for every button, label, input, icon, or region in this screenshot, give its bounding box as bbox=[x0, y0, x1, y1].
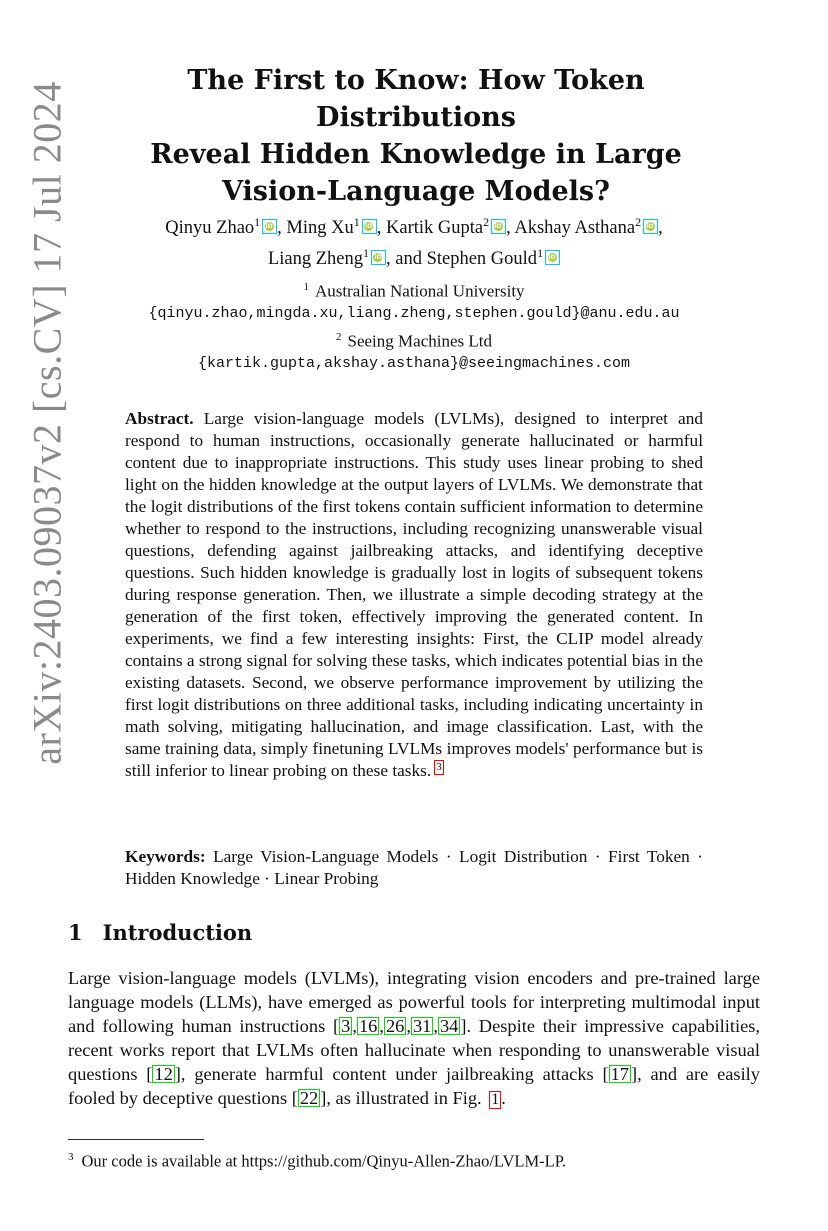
footnote bbox=[68, 1146, 566, 1173]
orcid-icon[interactable]: iD bbox=[371, 250, 386, 265]
author-name: Akshay Asthana bbox=[514, 218, 636, 239]
author-name: Kartik Gupta bbox=[386, 218, 484, 239]
author-affiliation: 2 bbox=[483, 215, 490, 229]
paper-title bbox=[96, 62, 736, 210]
author-affiliation: 1 bbox=[254, 215, 261, 229]
citation-link[interactable]: 3 bbox=[341, 1016, 351, 1036]
title-line-2: Reveal Hidden Knowledge in Large bbox=[150, 139, 682, 170]
keywords bbox=[125, 846, 703, 890]
section-number: 1 bbox=[68, 920, 83, 945]
abstract-text: Large vision-language models (LVLMs), designed to interpret and respond to human instructions, occasionally generate hallucinated or harmful content due to inappropriate instructions. This study uses linear probing to shed light on the hidden knowledge at the output layers of LVLMs. We demonstrate that the logit distributions of the first tokens contain sufficient information to determine whether to respond to the instructions, including recognizing unanswerable visual questions, defending against jailbreaking attacks, and identifying deceptive questions. Such hidden knowledge is gradually lost in logits of subsequent tokens during response generation. Then, we illustrate a simple decoding strategy at the generation of the first token, effectively improving the generated content. In experiments, we find a few interesting insights: First, the CLIP model already contains a strong signal for solving these tasks, which indicates potential bias in the existing datasets. Second, we observe performance improvement by utilizing the first logit distributions on three additional tasks, including indicating uncertainty in math solving, mitigating hallucination, and image classification. Last, with the same training data, simply finetuning LVLMs improves models' performance but is still inferior to linear probing on these tasks. bbox=[125, 409, 703, 780]
author-name: Qinyu Zhao bbox=[165, 218, 255, 239]
affiliation-2-email[interactable]: {kartik.gupta,akshay.asthana}@seeingmachines.com bbox=[197, 354, 631, 372]
citation-link[interactable]: 17 bbox=[610, 1064, 629, 1084]
orcid-icon[interactable]: iD bbox=[262, 219, 277, 234]
author-name: Stephen Gould bbox=[426, 249, 538, 270]
figure-link[interactable]: 1 bbox=[491, 1091, 500, 1108]
abstract bbox=[125, 408, 703, 782]
author-list bbox=[100, 210, 728, 272]
footnote-number: 3 bbox=[68, 1151, 74, 1163]
citation-link[interactable]: 16 bbox=[358, 1016, 378, 1036]
footnote-text: Our code is available at https://github.com/Qinyu-Allen-Zhao/LVLM-LP. bbox=[81, 1151, 567, 1171]
intro-paragraph: Large vision-language models (LVLMs), integrating vision encoders and pre-trained large language models (LLMs), have emerged as powerful tools for interpreting multimodal input and following human instructions [ 3 , 16 , 26 , 31 , 34 ]. Despite their impressive capabilities, recent works report that LVLMs often hallucinate when responding to unanswerable visual questions [ 12 ], generate harmful content under jailbreaking attacks [ 17 ], and are easily fooled by deceptive questions [ 22 ], as illustrated in Fig. 1 . bbox=[68, 968, 760, 1108]
orcid-icon[interactable]: iD bbox=[545, 250, 560, 265]
author-line-2: Liang Zheng$^1$ iD , and Stephen Gould$^1$ iD bbox=[100, 241, 728, 272]
author-line-1: Qinyu Zhao$^1$ iD , Ming Xu$^1$ iD , Kartik Gupta$^2$ iD , Akshay Asthana$^2$ iD , bbox=[165, 215, 663, 239]
author-affiliation: 2 bbox=[635, 215, 642, 229]
abstract-label: Abstract. bbox=[125, 409, 194, 428]
section-heading bbox=[68, 920, 252, 945]
orcid-icon[interactable]: iD bbox=[643, 219, 658, 234]
citation-link[interactable]: 26 bbox=[385, 1016, 405, 1036]
title-line-3: Vision-Language Models? bbox=[222, 176, 610, 207]
arxiv-side-stamp bbox=[24, 78, 70, 768]
affiliation-1-email[interactable]: {qinyu.zhao,mingda.xu,liang.zheng,stephen.gould}@anu.edu.au bbox=[148, 305, 680, 323]
citation-link[interactable]: 12 bbox=[154, 1064, 173, 1084]
keywords-text: Large Vision-Language Models · Logit Distribution · First Token · Hidden Knowledge · Linear Probing bbox=[125, 847, 703, 888]
author-affiliation: 1 bbox=[537, 246, 544, 261]
author-name: Liang Zheng bbox=[267, 249, 363, 270]
orcid-icon[interactable]: iD bbox=[362, 219, 377, 234]
citation-link[interactable]: 34 bbox=[439, 1016, 459, 1036]
author-affiliation: 1 bbox=[362, 246, 369, 261]
author-name: Ming Xu bbox=[286, 218, 354, 239]
affiliation-1: $^1$ Australian National University bbox=[303, 281, 525, 301]
orcid-icon[interactable]: iD bbox=[491, 219, 506, 234]
footnote-rule bbox=[68, 1139, 204, 1140]
footnote-link[interactable]: 3 bbox=[436, 761, 442, 773]
section-title: Introduction bbox=[102, 920, 253, 945]
affiliation-2: $^2$ Seeing Machines Ltd bbox=[336, 330, 492, 351]
title-line-1: The First to Know: How Token Distributions bbox=[187, 65, 645, 133]
citation-link[interactable]: 22 bbox=[299, 1088, 319, 1108]
citation-link[interactable]: 31 bbox=[412, 1016, 432, 1036]
author-affiliation: 1 bbox=[353, 215, 360, 229]
affiliations bbox=[100, 276, 728, 375]
arxiv-identifier: arXiv:2403.09037v2 [cs.CV] 17 Jul 2024 bbox=[24, 81, 70, 765]
keywords-label: Keywords: bbox=[125, 847, 206, 866]
